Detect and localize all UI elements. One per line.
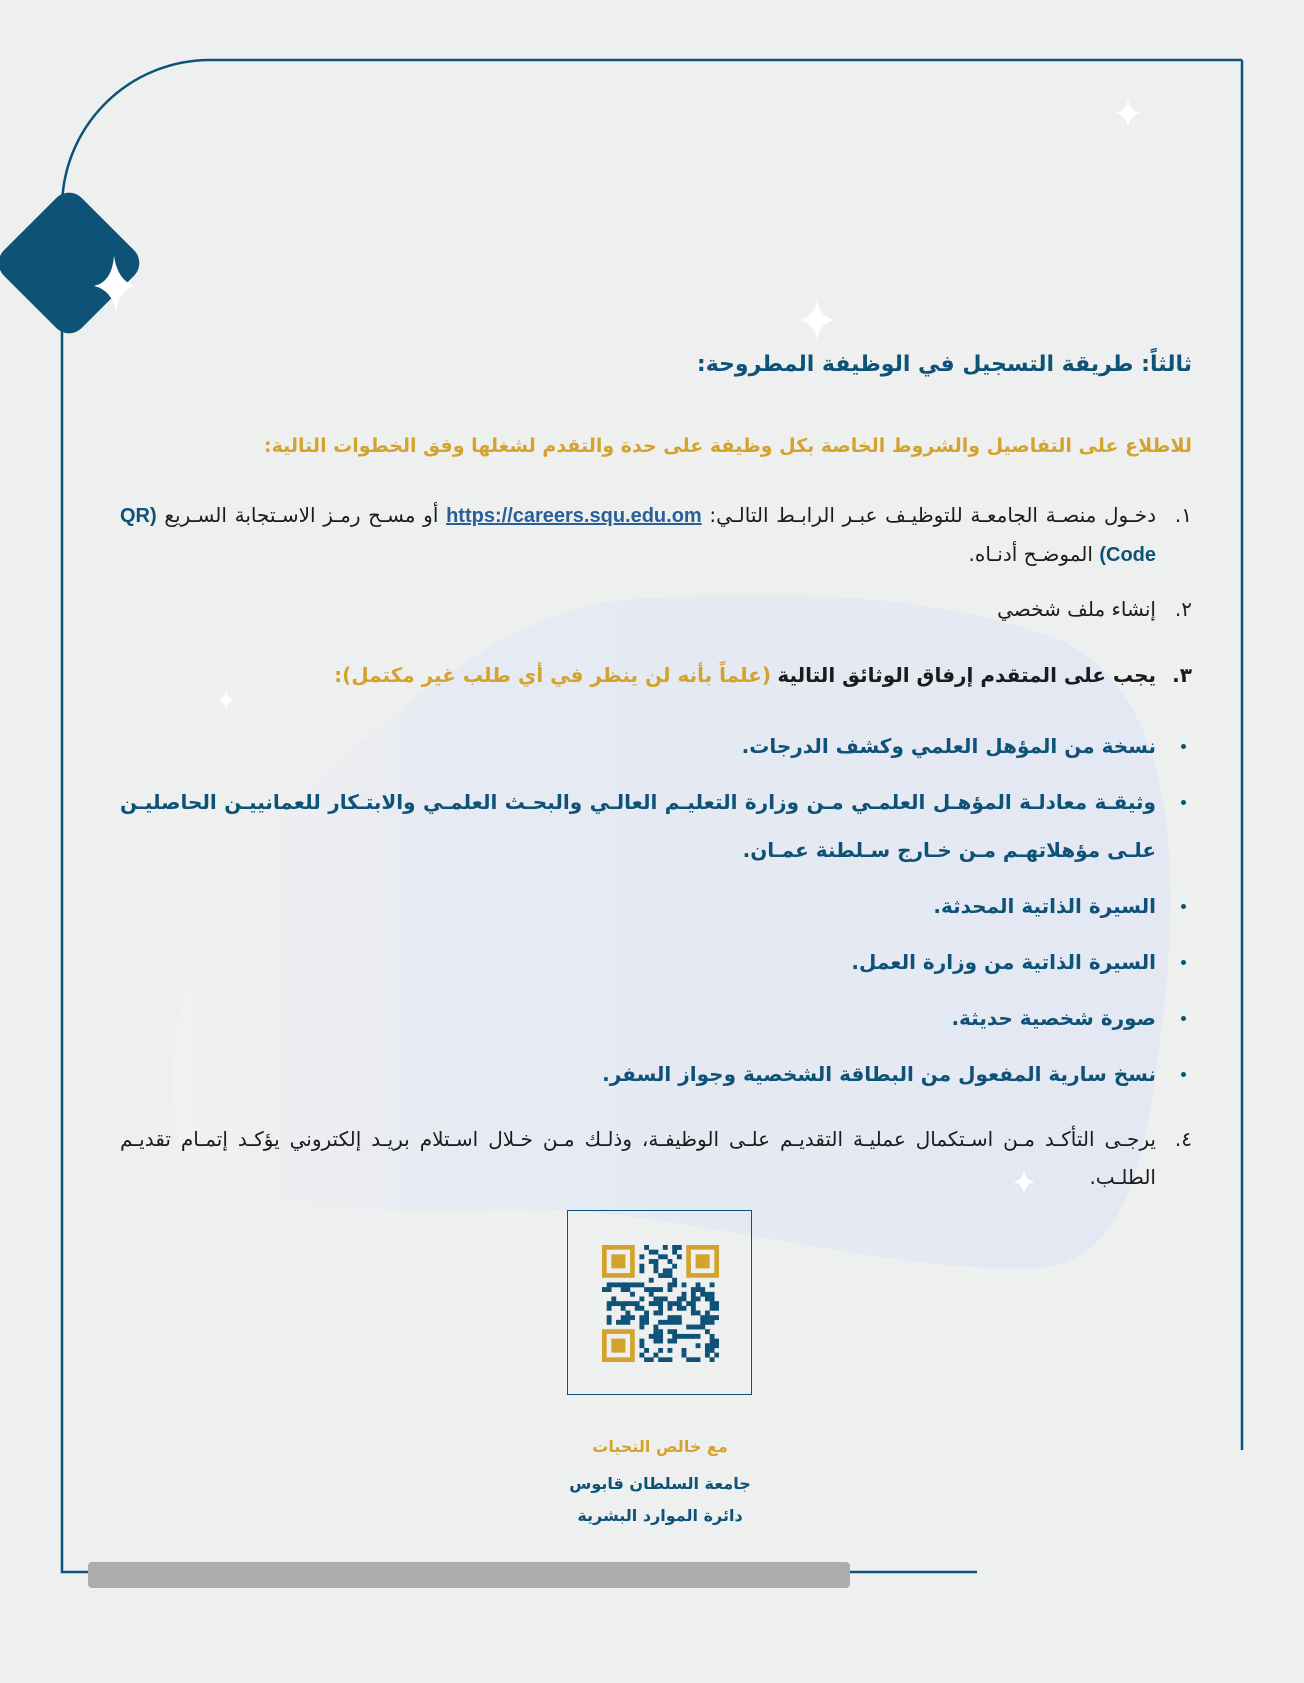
intro-text: للاطلاع على التفاصيل والشروط الخاصة بكل وظيفة على حدة والتقدم لشغلها وفق الخطوات التالية: [264, 435, 1192, 457]
step-2 [120, 590, 1192, 628]
step-note: (علماً بأنه لن ينظر في أي طلب غير مكتمل): [334, 663, 771, 687]
required-documents-list [120, 722, 1192, 1106]
bullet-icon [1181, 744, 1186, 749]
qr-code-frame [567, 1210, 752, 1395]
step-text: يرجـى التأكـد مـن اسـتكمال عمليـة التقديـم علـى الوظيفـة، وذلـك مـن خـلال اسـتلام بريـد إلكتروني يؤكـد إتمـام تقديـم الطلـب. [120, 1127, 1156, 1189]
step-number: ٣. [1172, 663, 1192, 687]
step-text: إنشاء ملف شخصي [997, 597, 1156, 621]
bullet-icon [1181, 800, 1186, 805]
careers-link[interactable]: https://careers.squ.edu.om [446, 505, 702, 527]
qr-code-label: (QR Code) [120, 505, 1156, 566]
step-4 [120, 1120, 1192, 1196]
step-3 [120, 656, 1192, 694]
list-item: السيرة الذاتية من وزارة العمل. [120, 938, 1192, 986]
horizontal-scrollbar[interactable] [88, 1562, 850, 1588]
list-item: السيرة الذاتية المحدثة. [120, 882, 1192, 930]
section-heading: ثالثاً: طريقة التسجيل في الوظيفة المطروحة: [696, 352, 1192, 377]
list-item: نسخة من المؤهل العلمي وكشف الدرجات. [120, 722, 1192, 770]
list-item: نسخ سارية المفعول من البطاقة الشخصية وجواز السفر. [120, 1050, 1192, 1098]
step-text: يجب على المتقدم إرفاق الوثائق التالية [777, 663, 1156, 687]
signature-department: دائرة الموارد البشرية [577, 1506, 743, 1525]
step-text: الموضـح أدنـاه. [968, 542, 1093, 566]
signature-university: جامعة السلطان قابوس [569, 1474, 751, 1493]
step-text: دخـول منصـة الجامعـة للتوظيـف عبـر الرابـط التالـي: [709, 503, 1157, 527]
step-text: أو مسـح رمـز الاسـتجابة السـريع [164, 503, 439, 527]
list-item: وثيقـة معادلـة المؤهـل العلمـي مـن وزارة التعليـم العالـي والبحـث العلمـي والابتـكار للعمانييـن الحاصليـن علـى مؤهلاتهـم مـن خـارج سـلطنة عمـان. [120, 778, 1192, 874]
bullet-icon [1181, 1016, 1186, 1021]
bullet-icon [1181, 904, 1186, 909]
qr-code-icon[interactable] [602, 1245, 719, 1362]
list-item: صورة شخصية حديثة. [120, 994, 1192, 1042]
bullet-icon [1181, 960, 1186, 965]
diamond-badge-icon [0, 185, 147, 341]
step-number: ١. [1174, 503, 1192, 527]
step-number: ٤. [1174, 1127, 1192, 1151]
step-number: ٢. [1174, 597, 1192, 621]
step-1 [120, 496, 1192, 574]
bullet-icon [1181, 1072, 1186, 1077]
signature-greeting: مع خالص التحيات [592, 1437, 728, 1456]
